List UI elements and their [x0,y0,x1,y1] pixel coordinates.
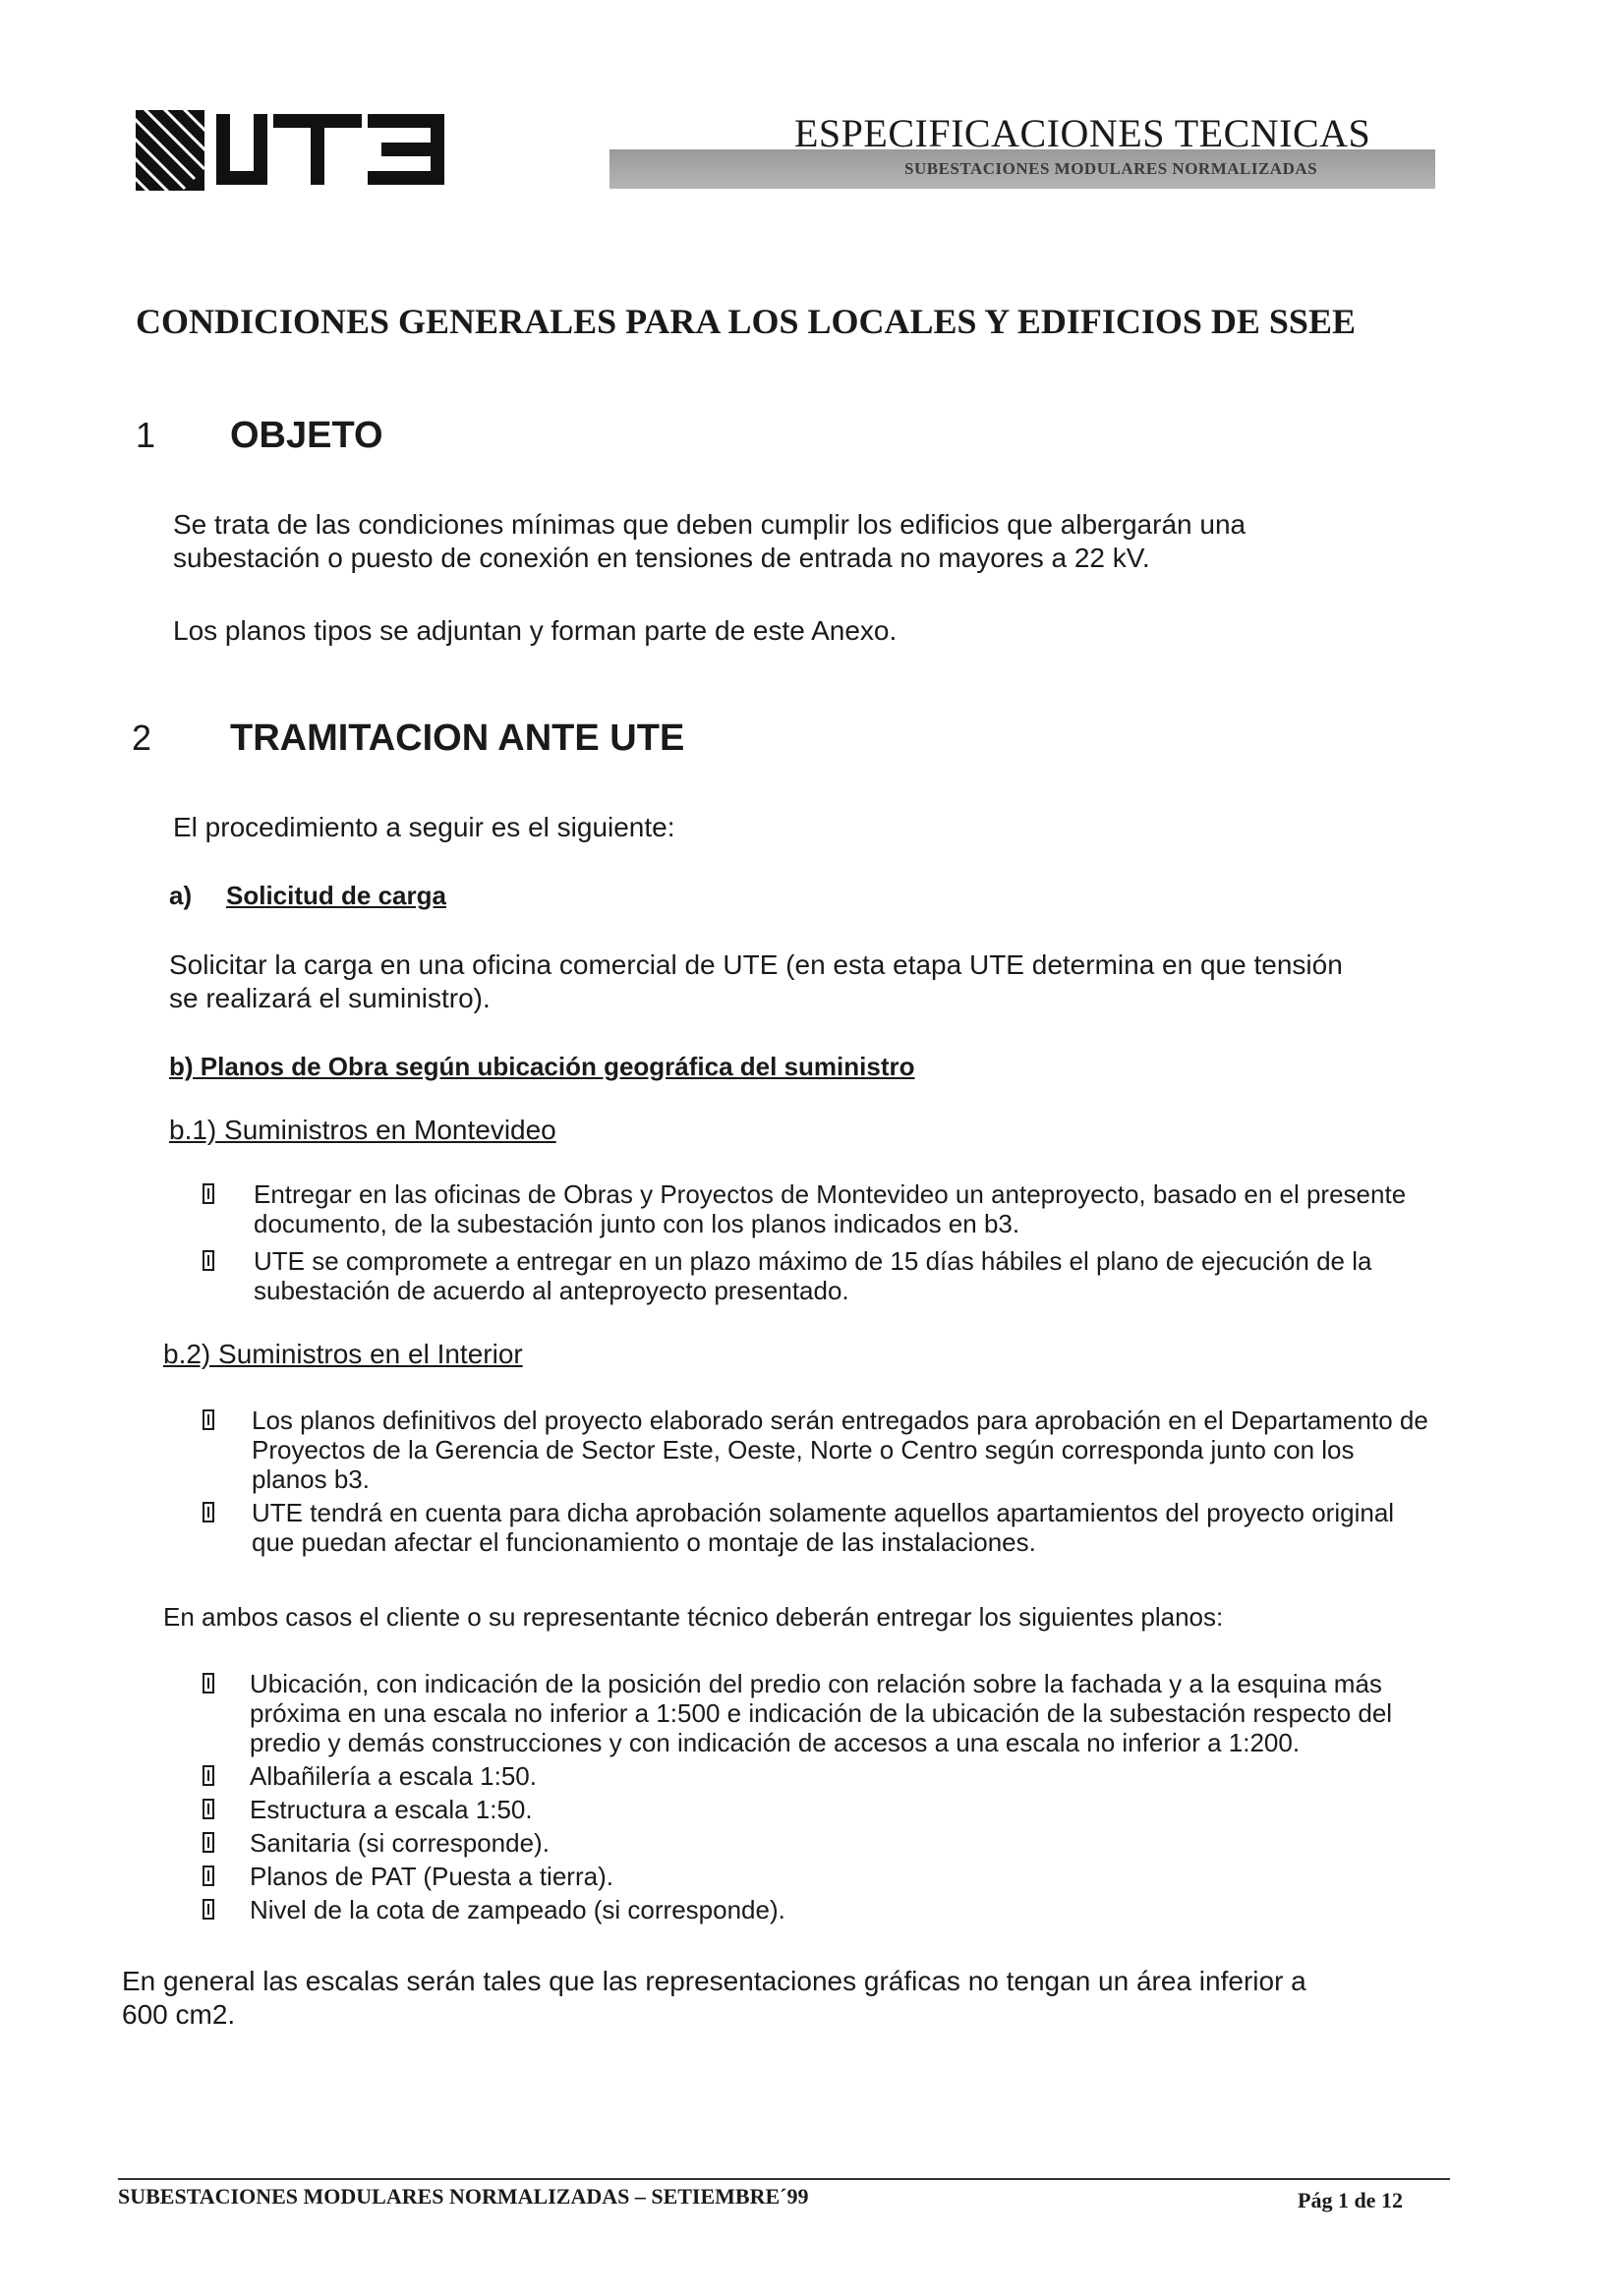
section-1-paragraph-line: Se trata de las condiciones mínimas que deben cumplir los edificios que albergarán una [173,509,1247,540]
footer-rule [118,2178,1450,2180]
bullet-icon [203,1765,214,1786]
list-item-line: Proyectos de la Gerencia de Sector Este, Oeste, Norte o Centro según corresponda junto con los [252,1435,1355,1464]
bullet-icon [203,1502,214,1522]
section-2-title: TRAMITACION ANTE UTE [230,718,685,759]
section-1-number: 1 [136,415,156,455]
general-paragraph-line: En general las escalas serán tales que las representaciones gráficas no tengan un área inferior a [122,1966,1306,1996]
ute-logo-graphic [136,110,465,201]
list-item-line: Entregar en las oficinas de Obras y Proyectos de Montevideo un anteproyecto, basado en el presente [254,1179,1407,1209]
header-subtitle: SUBESTACIONES MODULARES NORMALIZADAS [904,159,1318,178]
bullet-icon [203,1866,214,1886]
list-item-line: UTE tendrá en cuenta para dicha aprobación solamente aquellos apartamientos del proyecto original [252,1498,1395,1527]
list-item-line: documento, de la subestación junto con los planos indicados en b3. [254,1209,1020,1238]
list-item-line: Ubicación, con indicación de la posición del predio con relación sobre la fachada y a la esquina más [250,1669,1382,1698]
subsection-b2-title: b.2) Suministros en el Interior [163,1339,523,1369]
bullet-icon [203,1673,214,1693]
list-item-line: que puedan afectar el funcionamiento o montaje de las instalaciones. [252,1527,1036,1557]
subsection-a-label: a) [169,881,193,910]
general-paragraph-line: 600 cm2. [122,1999,236,2030]
subsection-a-text-line: se realizará el suministro). [169,983,491,1013]
section-1-title: OBJETO [230,415,383,456]
section-1-paragraph-line: subestación o puesto de conexión en tensiones de entrada no mayores a 22 kV. [173,543,1150,573]
bullet-icon [203,1409,214,1430]
ute-logo [136,110,465,201]
list-item-line: planos b3. [252,1464,370,1494]
list-item-line: próxima en una escala no inferior a 1:500 e indicación de la ubicación de la subestación respecto del [250,1698,1393,1728]
list-item: Albañilería a escala 1:50. [250,1761,537,1791]
bullet-icon [203,1183,214,1204]
bullet-icon [203,1799,214,1819]
list-item: Sanitaria (si corresponde). [250,1828,550,1858]
section-1-paragraph: Los planos tipos se adjuntan y forman parte de este Anexo. [173,615,898,646]
list-item: Planos de PAT (Puesta a tierra). [250,1862,613,1891]
bullet-icon [203,1250,214,1271]
subsection-b1-title: b.1) Suministros en Montevideo [169,1115,556,1145]
bullet-icon [203,1899,214,1920]
bullet-icon [203,1832,214,1853]
header-title: ESPECIFICACIONES TECNICAS [794,111,1371,155]
subsection-b-title: b) Planos de Obra según ubicación geográfica del suministro [169,1052,915,1081]
main-title: CONDICIONES GENERALES PARA LOS LOCALES Y EDIFICIOS DE SSEE [136,302,1356,341]
list-item-line: subestación de acuerdo al anteproyecto presentado. [254,1276,849,1305]
list-item-line: Los planos definitivos del proyecto elaborado serán entregados para aprobación en el Departamento de [252,1406,1428,1435]
section-2-intro: El procedimiento a seguir es el siguiente: [173,812,675,842]
subsection-a-title: Solicitud de carga [226,881,446,910]
page-number: Pág 1 de 12 [1298,2188,1403,2212]
list-item-line: UTE se compromete a entregar en un plazo máximo de 15 días hábiles el plano de ejecución de la [254,1246,1372,1276]
list-item-line: predio y demás construcciones y con indicación de accesos a una escala no inferior a 1:200. [250,1728,1301,1757]
list-item: Nivel de la cota de zampeado (si corresponde). [250,1895,785,1924]
section-2-number: 2 [132,718,152,758]
list-item: Estructura a escala 1:50. [250,1795,533,1824]
both-cases-paragraph: En ambos casos el cliente o su representante técnico deberán entregar los siguientes planos: [163,1602,1224,1632]
footer-text: SUBESTACIONES MODULARES NORMALIZADAS – SETIEMBRE´99 [118,2184,809,2209]
subsection-a-text-line: Solicitar la carga en una oficina comercial de UTE (en esta etapa UTE determina en que tensión [169,949,1343,980]
